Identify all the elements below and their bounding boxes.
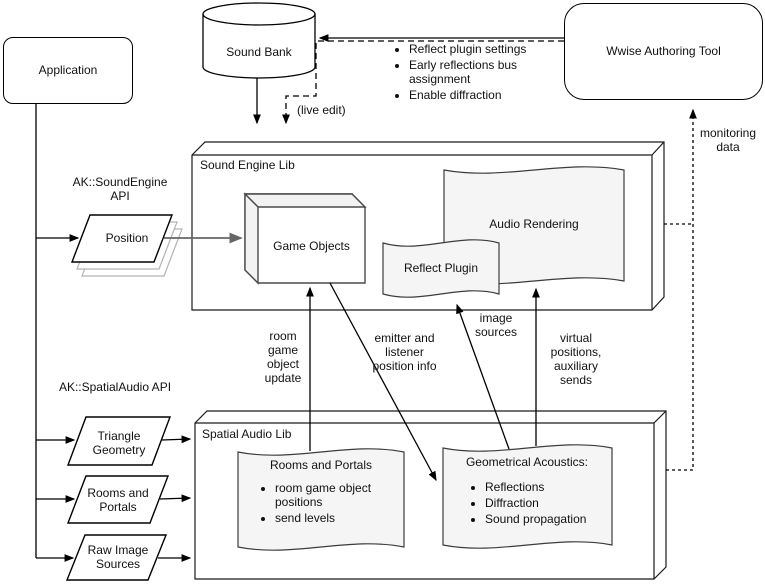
geometrical-acoustics-title: Geometrical Acoustics:	[465, 455, 589, 469]
position-parallelogram	[72, 215, 182, 276]
reflect-plugin-label: Reflect Plugin	[403, 261, 479, 275]
edge-rooms-spatial	[160, 498, 190, 499]
wwise-authoring-tool-label: Wwise Authoring Tool	[606, 44, 721, 58]
sound-engine-lib-label: Sound Engine Lib	[200, 158, 295, 172]
game-objects-label: Game Objects	[273, 239, 350, 253]
raw-image-sources-label: Raw Image Sources	[87, 543, 149, 571]
monitoring-data-label: monitoring data	[699, 126, 757, 154]
room-update-label: room game object update	[264, 329, 302, 385]
live-edit-label: (live edit)	[297, 103, 346, 117]
geo-acoustics-item: • Sound propagation	[485, 512, 625, 526]
rooms-portals-input-label: Rooms and Portals	[87, 486, 149, 514]
application-label: Application	[38, 63, 98, 77]
triangle-geometry-label: Triangle Geometry	[92, 429, 146, 457]
image-sources-label: image sources	[474, 311, 518, 339]
audio-rendering-label: Audio Rendering	[489, 217, 579, 231]
wwise-setting-item: • Enable diffraction	[409, 88, 559, 102]
sound-bank-label: Sound Bank	[226, 45, 292, 59]
geo-acoustics-item: • Reflections	[485, 480, 625, 494]
position-label: Position	[105, 231, 149, 245]
api-spatialaudio-label: AK::SpatialAudio API	[58, 380, 172, 394]
wwise-setting-item: • Reflect plugin settings	[409, 42, 559, 56]
wwise-settings-list	[392, 42, 559, 104]
rooms-portals-item: • room game object positions	[275, 481, 407, 509]
wwise-setting-item: • Early reflections bus assignment	[409, 58, 559, 86]
geometrical-acoustics-list	[468, 480, 625, 528]
virtual-positions-label: virtual positions, auxiliary sends	[550, 331, 602, 387]
edge-monitoring	[666, 110, 693, 470]
rooms-portals-module-title: Rooms and Portals	[269, 458, 373, 472]
rooms-portals-item: • send levels	[275, 511, 407, 525]
emitter-listener-label: emitter and listener position info	[372, 331, 437, 373]
edge-triangle-spatial	[162, 439, 190, 440]
sound-bank-cylinder	[203, 3, 315, 78]
spatial-audio-lib-label: Spatial Audio Lib	[202, 427, 292, 441]
geo-acoustics-item: • Diffraction	[485, 496, 625, 510]
rooms-portals-module-list	[258, 481, 407, 527]
api-soundengine-label: AK::SoundEngine API	[72, 175, 168, 203]
